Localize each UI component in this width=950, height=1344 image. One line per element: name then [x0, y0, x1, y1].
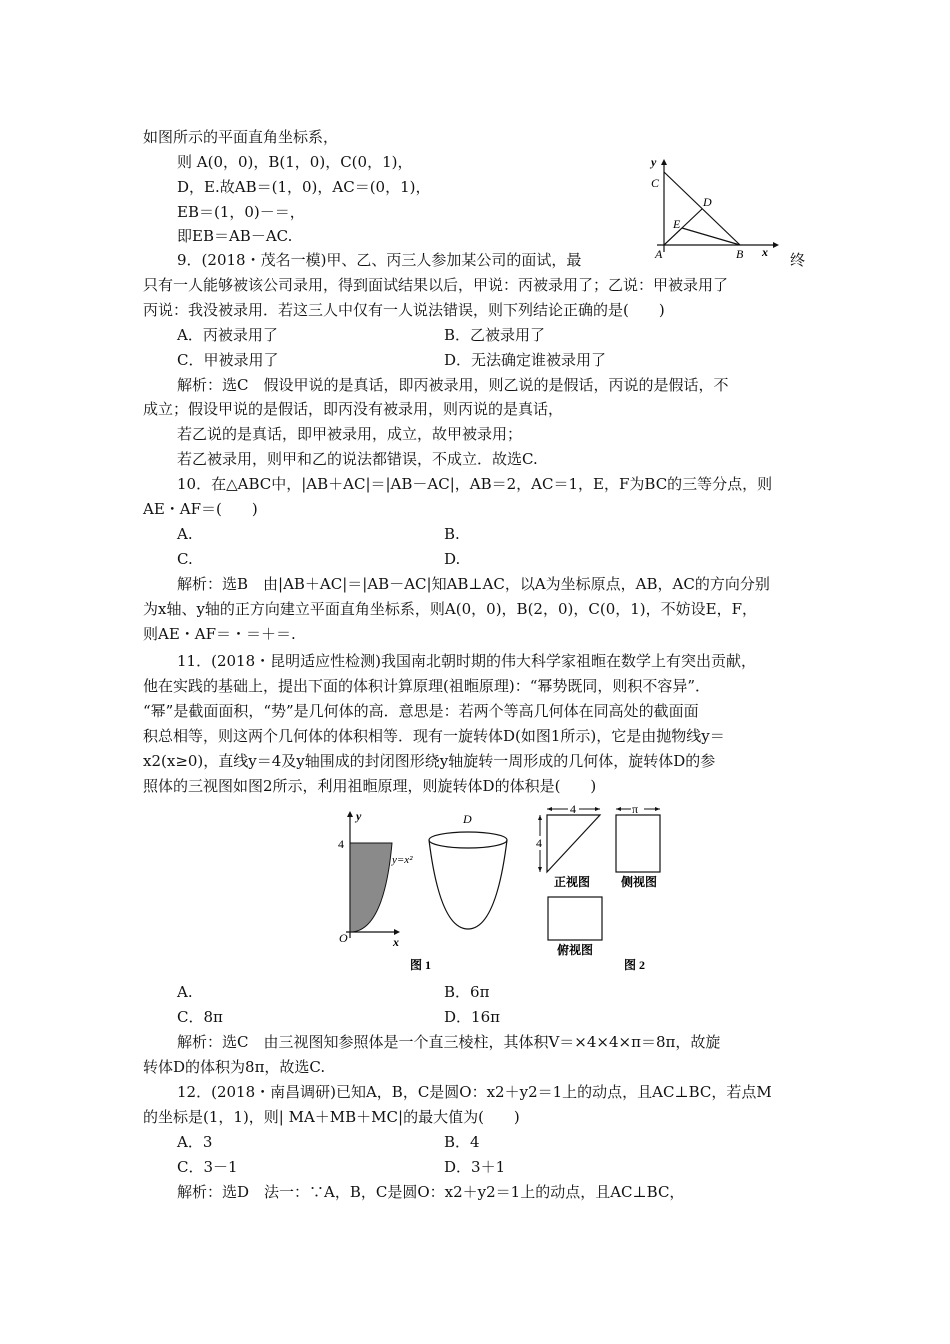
option-c: C．3－1 [177, 1158, 238, 1176]
text-line: x2(x≥0)，直线y＝4及y轴围成的封闭图形绕y轴旋转一周形成的几何体，旋转体D的参 [143, 752, 716, 770]
option-d: D．无法确定谁被录用了 [444, 351, 607, 369]
solution-line: 解析：选B 由|AB＋AC|＝|AB－AC|知AB⊥AC，以A为坐标原点，AB，AC的方向分别 [177, 575, 770, 593]
solution-line: 解析：选C 假设甲说的是真话，即丙被录用，则乙说的是假话，丙说的是假话，不 [177, 376, 729, 394]
dim-arrow [538, 815, 542, 820]
x-axis-label: x [393, 935, 399, 949]
text-line: 的坐标是(1，1)，则| MA＋MB＋MC|的最大值为( ) [143, 1108, 520, 1126]
solution-line: 若乙说的是真话，即甲被录用，成立，故甲被录用； [177, 425, 523, 443]
y-axis-arrow [347, 811, 353, 817]
text-line: 只有一人能够被该公司录用，得到面试结果以后，甲说：丙被录用了；乙说：甲被录用了 [143, 276, 729, 294]
label-d: D [703, 195, 712, 209]
shaded-region [350, 843, 392, 932]
y-axis-label: y [651, 156, 657, 169]
option-b: B．4 [444, 1133, 480, 1151]
label-b: B [736, 247, 744, 261]
option-d: D. [444, 550, 461, 568]
solution-line: 成立；假设甲说的是假话，即丙没有被录用，则丙说的是真话， [143, 400, 564, 418]
question-9-stem-end: 终 [790, 251, 806, 269]
figure-1-parabola-solid [326, 808, 526, 978]
top-view-label: 俯视图 [557, 943, 594, 957]
option-a: A. [177, 983, 193, 1001]
tick-4: 4 [338, 837, 344, 851]
text-line: 他在实践的基础上，提出下面的体积计算原理(祖暅原理)：“幂势既同，则积不容异”． [143, 677, 711, 695]
solution-line: 为x轴、y轴的正方向建立平面直角坐标系，则A(0，0)，B(2，0)，C(0，1)，不妨设E，F， [143, 600, 757, 618]
front-view-label: 正视图 [554, 875, 591, 889]
question-9-stem: 9．(2018・茂名一模)甲、乙、丙三人参加某公司的面试，最 [177, 251, 582, 269]
option-d: D．3＋1 [444, 1158, 506, 1176]
figure-1-caption: 图 1 [410, 958, 432, 972]
text-line: EB＝(1，0)－＝， [177, 203, 305, 221]
dim-arrow [547, 807, 552, 811]
option-c: C．甲被录用了 [177, 351, 279, 369]
question-10-stem: 10．在△ABC中，|AB＋AC|＝|AB－AC|，AB＝2，AC＝1，E，F为BC的三等分点，则 [177, 475, 773, 493]
solution-line: 若乙被录用，则甲和乙的说法都错误，不成立．故选C. [177, 450, 538, 468]
solid-parabola-outline [429, 840, 507, 929]
option-a: A．丙被录用了 [177, 326, 278, 344]
option-b: B．乙被录用了 [444, 326, 546, 344]
front-height-label: 4 [536, 836, 542, 850]
option-d: D．16π [444, 1008, 500, 1026]
option-a: A. [177, 525, 193, 543]
dim-arrow [538, 867, 542, 872]
side-view-rect [616, 815, 660, 872]
question-11-stem: 11．(2018・昆明适应性检测)我国南北朝时期的伟大科学家祖暅在数学上有突出贡献， [177, 652, 756, 670]
figure-2-three-views [530, 802, 670, 978]
side-view-label: 侧视图 [621, 875, 658, 889]
label-c: C [651, 176, 660, 190]
text-line: D，E.故AB＝(1，0)，AC＝(0，1)， [177, 178, 431, 196]
solution-line: 转体D的体积为8π，故选C. [143, 1058, 326, 1076]
text-line: “幂”是截面面积，“势”是几何体的高．意思是：若两个等高几何体在同高处的截面面 [143, 702, 699, 720]
option-c: C. [177, 550, 193, 568]
label-a: A [655, 247, 663, 261]
solid-label-d: D [463, 812, 472, 826]
figure-2-caption: 图 2 [624, 958, 646, 972]
dim-arrow [616, 807, 621, 811]
top-view-rect [548, 897, 602, 940]
text-line: 丙说：我没被录用．若这三人中仅有一人说法错误，则下列结论正确的是( ) [143, 301, 665, 319]
question-12-stem: 12．(2018・南昌调研)已知A，B，C是圆O：x2＋y2＝1上的动点，且AC⊥BC，若点M [177, 1083, 772, 1101]
text-line: 则 A(0，0)，B(1，0)，C(0，1)， [177, 153, 413, 171]
front-width-label: 4 [570, 802, 576, 816]
text-line: 即EB＝AB－AC. [177, 227, 293, 245]
x-axis-label: x [762, 245, 768, 259]
triangle-coordinate-figure [645, 156, 780, 262]
curve-label: y=x² [392, 854, 413, 866]
option-a: A．3 [177, 1133, 213, 1151]
solution-line: 解析：选D 法一：∵A，B，C是圆O：x2＋y2＝1上的动点，且AC⊥BC， [177, 1183, 685, 1201]
option-b: B．6π [444, 983, 490, 1001]
label-e: E [673, 217, 681, 231]
text-line: 照体的三视图如图2所示，利用祖暅原理，则旋转体D的体积是( ) [143, 777, 597, 795]
solid-top-ellipse [429, 832, 507, 848]
option-b: B. [444, 525, 460, 543]
dim-arrow [595, 807, 600, 811]
front-view-triangle [547, 815, 600, 872]
y-axis-label: y [356, 809, 362, 823]
origin-label: O [339, 931, 348, 945]
option-c: C．8π [177, 1008, 223, 1026]
solution-line: 则AE・AF＝・＝＋＝. [143, 625, 296, 643]
x-axis-arrow [773, 242, 779, 248]
text-line: 如图所示的平面直角坐标系， [143, 128, 339, 146]
y-axis-arrow [661, 159, 667, 165]
dim-arrow [655, 807, 660, 811]
side-width-label: π [632, 802, 639, 816]
text-line: AE・AF＝( ) [143, 500, 258, 518]
solution-line: 解析：选C 由三视图知参照体是一个直三棱柱，其体积V＝×4×4×π＝8π，故旋 [177, 1033, 721, 1051]
text-line: 积总相等，则这两个几何体的体积相等．现有一旋转体D(如图1所示)，它是由抛物线y＝ [143, 727, 725, 745]
